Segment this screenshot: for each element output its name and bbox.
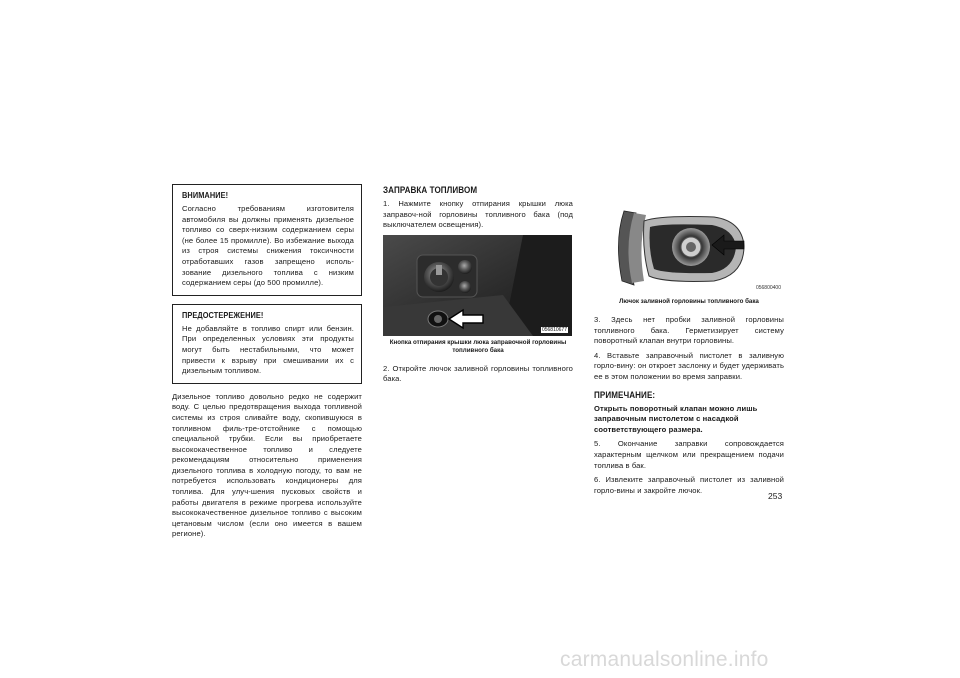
caution-title: ПРЕДОСТЕРЕЖЕНИЕ! bbox=[182, 309, 264, 320]
filler-door-illustration bbox=[594, 201, 783, 295]
dashboard-switch-illustration bbox=[383, 235, 572, 336]
warning-box bbox=[172, 184, 362, 296]
step-5: 5. Окончание заправки сопровождается характерным щелчком или прекращением подачи топлива в бак. bbox=[594, 439, 784, 470]
page-number: 253 bbox=[768, 491, 783, 501]
warning-title: ВНИМАНИЕ! bbox=[182, 190, 229, 200]
fuel-filler-door-photo bbox=[594, 201, 783, 295]
warning-text: Согласно требованиям изготовителя автомобиля вы должны применять дизельное топливо со сверх-низким содержанием серы (не более 15 промилле). Во избежание выхода из строя системы снижения токсичности отработавших газов запрещено исполь-зование дизельного топлива с низким содержанием серы (до 500 промилле). bbox=[182, 204, 354, 288]
step-4: 4. Вставьте заправочный пистолет в заливную горло-вину: он откроет заслонку и будет удерживать ее в этом положении во время заправки. bbox=[594, 350, 784, 381]
step-3: 3. Здесь нет пробки заливной горловины топливного бака. Герметизирует систему поворотный клапан внутри горловины. bbox=[594, 315, 784, 346]
caution-box bbox=[172, 304, 362, 384]
caution-text: Не добавляйте в топливо спирт или бензин. При определенных условиях эти продукты могут быть нестабильными, что может привести к взрыву при смешивании их с дизельным топливом. bbox=[182, 323, 354, 376]
figure-code: 056800400 bbox=[755, 285, 781, 291]
section-title: ЗАПРАВКА ТОПЛИВОМ bbox=[383, 184, 478, 195]
diesel-water-paragraph: Дизельное топливо довольно редко не содержит воду. С целью предотвращения выхода топливной системы из строя сливайте воду, скопившуюся в топливном филь-тре-отстойнике с помощью специальной трубки. Если вы приобретаете высококачественное топливо и следуете рекомендациям относительно применения дизельного топлива в холодную погоду, то вам не потребуется использовать кондиционеры для топлива. Для улуч-шения пусковых свойств и работы двигателя в режиме прогрева используйте высококачественное дизельное топливо с высоким цетановым числом (если оно имеется в вашем регионе). bbox=[172, 391, 362, 539]
figure-caption: Кнопка отпирания крышки люка заправочной горловины топливного бака bbox=[389, 338, 567, 354]
step-6: 6. Извлеките заправочный пистолет из заливной горло-вины и закройте лючок. bbox=[594, 475, 784, 495]
note-text: Открыть поворотный клапан можно лишь заправочным пистолетом с насадкой соответствующего размера. bbox=[594, 403, 758, 434]
figure-caption: Лючок заливной горловины топливного бака bbox=[619, 298, 759, 305]
step-1: 1. Нажмите кнопку отпирания крышки люка заправоч-ной горловины топливного бака (под выключателем освещения). bbox=[383, 199, 573, 230]
figure-code: 056810677 bbox=[541, 326, 567, 333]
watermark-text: carmanualsonline.info bbox=[560, 648, 769, 671]
note-title: ПРИМЕЧАНИЕ: bbox=[594, 388, 656, 400]
step-2: 2. Откройте лючок заливной горловины топливного бака. bbox=[383, 363, 573, 384]
left-column bbox=[172, 184, 362, 540]
right-column bbox=[594, 201, 784, 496]
fuel-door-release-photo bbox=[383, 235, 572, 336]
middle-column bbox=[383, 184, 573, 385]
